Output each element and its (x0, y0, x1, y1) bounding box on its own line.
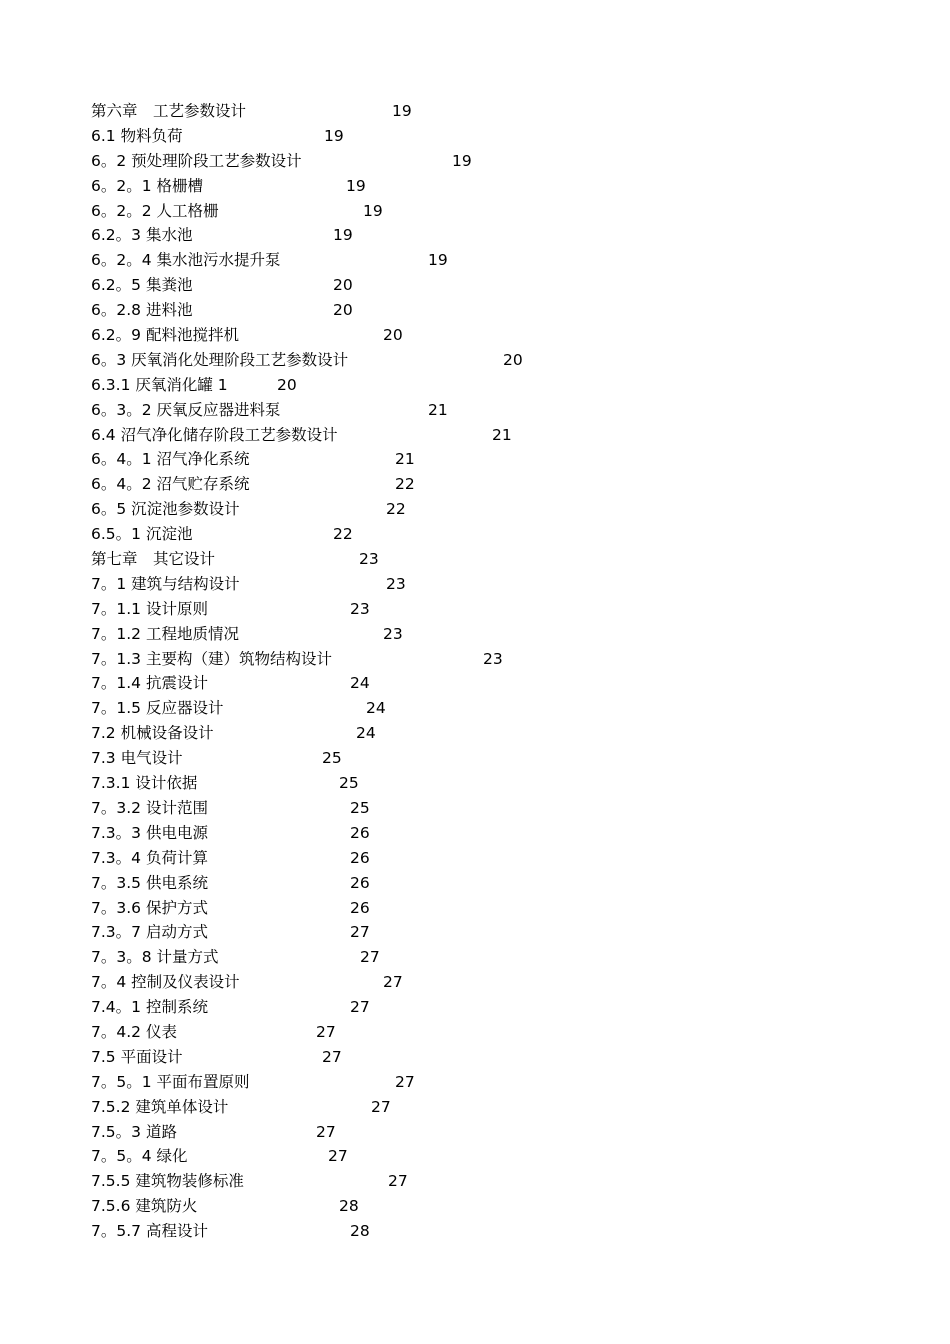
toc-entry-page-number: 27 (316, 1022, 336, 1041)
toc-entry-title: 7。4.2 仪表 (91, 1022, 177, 1041)
toc-entry[interactable] (91, 298, 911, 323)
toc-entry[interactable] (91, 572, 911, 597)
toc-entry-title: 7.3。7 启动方式 (91, 923, 208, 942)
toc-entry-title: 7。1.2 工程地质情况 (91, 624, 239, 643)
toc-entry-title: 7.3。3 供电电源 (91, 823, 208, 842)
toc-entry[interactable] (91, 423, 911, 448)
toc-entry-title: 7.2 机械设备设计 (91, 724, 214, 743)
toc-entry[interactable] (91, 323, 911, 348)
toc-entry-page-number: 25 (322, 749, 342, 768)
toc-entry-title: 6。2。2 人工格栅 (91, 201, 219, 220)
toc-entry-page-number: 21 (395, 450, 415, 469)
toc-entry-title: 6。4。2 沼气贮存系统 (91, 475, 250, 494)
toc-entry-title: 6。4。1 沼气净化系统 (91, 450, 250, 469)
toc-entry-page-number: 25 (350, 798, 370, 817)
toc-entry[interactable] (91, 1095, 911, 1120)
toc-entry-page-number: 22 (386, 500, 406, 519)
toc-entry-page-number: 26 (350, 873, 370, 892)
toc-entry-page-number: 23 (383, 624, 403, 643)
toc-entry[interactable] (91, 821, 911, 846)
toc-entry[interactable] (91, 1169, 911, 1194)
toc-entry-page-number: 28 (350, 1222, 370, 1241)
toc-entry[interactable] (91, 174, 911, 199)
toc-entry[interactable] (91, 846, 911, 871)
toc-entry[interactable] (91, 696, 911, 721)
toc-entry[interactable] (91, 547, 911, 572)
toc-entry-title: 7.5.2 建筑单体设计 (91, 1097, 229, 1116)
toc-entry[interactable] (91, 796, 911, 821)
toc-entry[interactable] (91, 373, 911, 398)
toc-entry[interactable] (91, 721, 911, 746)
toc-entry-page-number: 21 (428, 400, 448, 419)
toc-entry[interactable] (91, 1070, 911, 1095)
toc-entry-title: 7。3.6 保护方式 (91, 898, 208, 917)
toc-entry-page-number: 26 (350, 898, 370, 917)
toc-entry-title: 7。1.5 反应器设计 (91, 699, 224, 718)
toc-entry[interactable] (91, 597, 911, 622)
toc-entry-title: 6.5。1 沉淀池 (91, 525, 193, 544)
toc-entry[interactable] (91, 1020, 911, 1045)
toc-entry-title: 6.2。3 集水池 (91, 226, 193, 245)
toc-entry[interactable] (91, 248, 911, 273)
toc-entry[interactable] (91, 273, 911, 298)
toc-entry[interactable] (91, 920, 911, 945)
toc-entry[interactable] (91, 149, 911, 174)
toc-entry-title: 7.3 电气设计 (91, 749, 183, 768)
toc-entry[interactable] (91, 945, 911, 970)
toc-entry-title: 6。3 厌氧消化处理阶段工艺参数设计 (91, 350, 349, 369)
toc-entry-page-number: 27 (371, 1097, 391, 1116)
toc-entry-page-number: 19 (428, 251, 448, 270)
toc-entry[interactable] (91, 671, 911, 696)
toc-entry-page-number: 25 (339, 774, 359, 793)
toc-entry-page-number: 21 (492, 425, 512, 444)
toc-entry-title: 6。2。1 格栅槽 (91, 176, 204, 195)
toc-entry-page-number: 27 (350, 923, 370, 942)
toc-entry-page-number: 24 (350, 674, 370, 693)
toc-entry[interactable] (91, 199, 911, 224)
toc-entry-title: 7.3。4 负荷计算 (91, 848, 208, 867)
toc-entry[interactable] (91, 746, 911, 771)
toc-entry-title: 6。2.8 进料池 (91, 301, 193, 320)
toc-entry[interactable] (91, 497, 911, 522)
toc-entry-title: 7.5。3 道路 (91, 1122, 177, 1141)
toc-entry-page-number: 27 (360, 948, 380, 967)
toc-entry-page-number: 20 (277, 375, 297, 394)
toc-entry-title: 7。5。1 平面布置原则 (91, 1072, 250, 1091)
toc-entry[interactable] (91, 348, 911, 373)
toc-entry-title: 6。3。2 厌氧反应器进料泵 (91, 400, 281, 419)
toc-entry-page-number: 20 (333, 301, 353, 320)
toc-entry-page-number: 19 (324, 126, 344, 145)
toc-entry-page-number: 19 (452, 151, 472, 170)
toc-entry-page-number: 23 (359, 550, 379, 569)
toc-entry[interactable] (91, 771, 911, 796)
toc-entry-page-number: 20 (383, 326, 403, 345)
toc-entry-page-number: 24 (356, 724, 376, 743)
toc-entry[interactable] (91, 398, 911, 423)
toc-entry-title: 7。3.2 设计范围 (91, 798, 208, 817)
toc-entry-title: 7.5.6 建筑防火 (91, 1197, 198, 1216)
toc-entry-page-number: 19 (363, 201, 383, 220)
toc-entry-title: 6.4 沼气净化储存阶段工艺参数设计 (91, 425, 338, 444)
toc-entry-page-number: 26 (350, 848, 370, 867)
toc-entry-page-number: 22 (333, 525, 353, 544)
toc-entry-page-number: 20 (333, 276, 353, 295)
toc-entry-title: 7.5 平面设计 (91, 1047, 183, 1066)
toc-entry[interactable] (91, 522, 911, 547)
toc-entry-page-number: 22 (395, 475, 415, 494)
toc-entry-title: 第六章 工艺参数设计 (91, 102, 247, 120)
toc-entry-title: 7。5.7 高程设计 (91, 1222, 208, 1241)
toc-entry-page-number: 23 (483, 649, 503, 668)
toc-entry-title: 6.2。5 集粪池 (91, 276, 193, 295)
toc-entry-page-number: 23 (350, 599, 370, 618)
toc-entry[interactable] (91, 1219, 911, 1244)
toc-entry-title: 6.3.1 厌氧消化罐 1 (91, 375, 228, 394)
toc-entry[interactable] (91, 896, 911, 921)
toc-entry[interactable] (91, 447, 911, 472)
toc-entry-title: 7。3.5 供电系统 (91, 873, 208, 892)
toc-entry[interactable] (91, 472, 911, 497)
toc-entry-page-number: 19 (346, 176, 366, 195)
toc-entry-page-number: 27 (328, 1147, 348, 1166)
toc-entry-page-number: 19 (392, 102, 412, 120)
toc-entry-title: 7.3.1 设计依据 (91, 774, 198, 793)
toc-entry-title: 6。2 预处理阶段工艺参数设计 (91, 151, 302, 170)
toc-entry[interactable] (91, 647, 911, 672)
toc-entry-title: 7。5。4 绿化 (91, 1147, 188, 1166)
toc-entry[interactable] (91, 124, 911, 149)
toc-entry-title: 7。1 建筑与结构设计 (91, 574, 240, 593)
toc-entry-page-number: 27 (388, 1172, 408, 1191)
toc-entry-page-number: 27 (316, 1122, 336, 1141)
toc-entry[interactable] (91, 995, 911, 1020)
toc-entry-page-number: 27 (383, 973, 403, 992)
toc-entry[interactable] (91, 99, 911, 124)
toc-entry-page-number: 27 (322, 1047, 342, 1066)
toc-entry-title: 6。5 沉淀池参数设计 (91, 500, 240, 519)
toc-entry-page-number: 24 (366, 699, 386, 718)
toc-entry[interactable] (91, 1144, 911, 1169)
toc-entry-page-number: 23 (386, 574, 406, 593)
toc-entry-page-number: 27 (395, 1072, 415, 1091)
toc-entry-page-number: 28 (339, 1197, 359, 1216)
toc-entry-title: 7。1.1 设计原则 (91, 599, 208, 618)
toc-entry-title: 6.2。9 配料池搅拌机 (91, 326, 239, 345)
toc-entry[interactable] (91, 223, 911, 248)
toc-entry-title: 7.4。1 控制系统 (91, 998, 208, 1017)
toc-entry-title: 7。1.4 抗震设计 (91, 674, 208, 693)
toc-entry-title: 第七章 其它设计 (91, 550, 216, 569)
toc-entry-page-number: 20 (503, 350, 523, 369)
toc-entry-title: 7。4 控制及仪表设计 (91, 973, 240, 992)
toc-entry[interactable] (91, 970, 911, 995)
toc-entry[interactable] (91, 622, 911, 647)
toc-entry[interactable] (91, 1045, 911, 1070)
toc-entry[interactable] (91, 1120, 911, 1145)
toc-entry[interactable] (91, 1194, 911, 1219)
toc-entry-title: 7。1.3 主要构（建）筑物结构设计 (91, 649, 332, 668)
table-of-contents (91, 99, 911, 1244)
toc-entry-title: 6。2。4 集水池污水提升泵 (91, 251, 281, 270)
toc-entry[interactable] (91, 871, 911, 896)
toc-entry-title: 7。3。8 计量方式 (91, 948, 219, 967)
toc-entry-page-number: 27 (350, 998, 370, 1017)
toc-entry-page-number: 19 (333, 226, 353, 245)
toc-entry-title: 7.5.5 建筑物装修标准 (91, 1172, 244, 1191)
toc-entry-title: 6.1 物料负荷 (91, 126, 183, 145)
toc-entry-page-number: 26 (350, 823, 370, 842)
